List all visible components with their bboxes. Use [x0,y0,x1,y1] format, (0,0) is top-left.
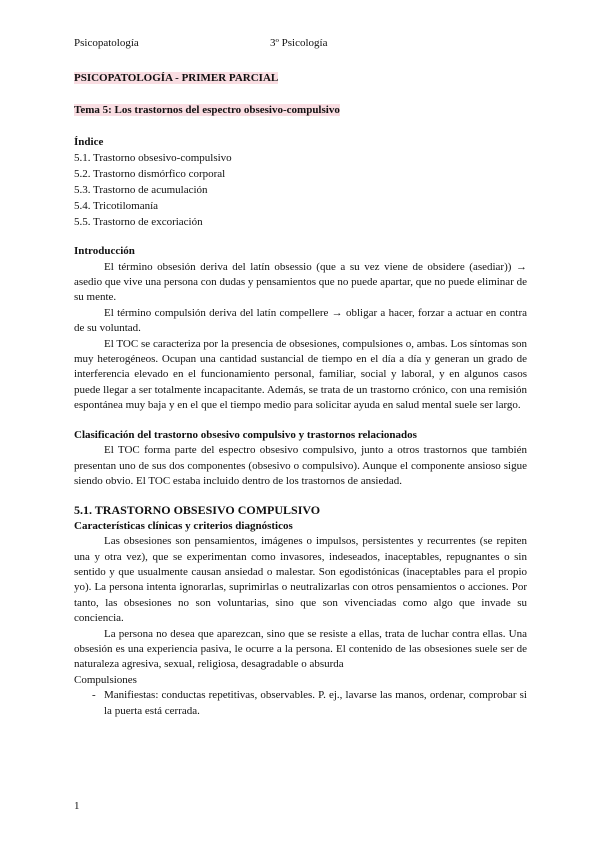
intro-heading: Introducción [74,245,135,258]
page-header [74,36,526,52]
topic-title: Tema 5: Los trastornos del espectro obsesivo-compulsivo [74,104,340,117]
header-course: 3º Psicología [270,37,328,49]
index-item: 5.4. Tricotilomanía [74,200,159,213]
index-item: 5.3. Trastorno de acumulación [74,184,208,197]
section-subheading: Características clínicas y criterios diagnósticos [74,519,293,532]
page-number: 1 [74,800,80,812]
section-paragraph: Las obsesiones son pensamientos, imágenes o impulsos, persistentes y recurrentes (se repiten una y otra vez), que se experimentan como invasores, indeseados, inaceptables, repugnantes o sin sentido y que usualmente causan ansiedad o malestar. Son egodistónicas (inaceptables para el propio yo). La persona intenta ignorarlas, suprimirlas o neutralizarlas con otros pensamientos o acciones. Por tanto, las obsesiones no son voluntarias, sino que son vivenciadas como algo que invade su conciencia. [74,535,527,625]
list-item [74,688,527,719]
list-item-text: Manifiestas: conductas repetitivas, observables. P. ej., lavarse las manos, ordenar, comprobar si la puerta está cerrada. [104,689,527,717]
index-list [74,150,527,230]
classification-paragraph: El TOC forma parte del espectro obsesivo compulsivo, junto a otros trastornos que también presentan uno de sus dos componentes (obsesivo o compulsivo). Aunque el componente ansioso sigue siendo obvio. El TOC estaba incluido dentro de los trastornos de ansiedad. [74,444,527,487]
dash-bullet-icon: - [92,689,96,702]
document-title: PSICOPATOLOGÍA - PRIMER PARCIAL [74,72,279,84]
intro-paragraph: El TOC se caracteriza por la presencia de obsesiones, compulsiones o, ambas. Los síntomas son muy heterogéneos. Ocupan una cantidad sustancial de tiempo en el día a día y generan un grado de interferencia elevado en el funcionamiento personal, familiar, social y laboral, y en algunos casos puede llegar a ser totalmente incapacitante. Además, se trata de un trastorno crónico, con una remisión espontánea muy baja y en el que el tiempo medio para solicitar ayuda en salud mental suele ser largo. [74,337,527,412]
page-content [74,71,527,719]
index-item: 5.5. Trastorno de excoriación [74,216,203,229]
section-heading: 5.1. TRASTORNO OBSESIVO COMPULSIVO [74,503,321,518]
section-paragraph: La persona no desea que aparezcan, sino que se resiste a ellas, trata de luchar contra ellas. Una obsesión es una experiencia pasiva, le ocurre a la persona. El contenido de las obsesiones suele ser de naturaleza agresiva, sexual, religiosa, desagradable o absurda [74,627,527,671]
index-heading: Índice [74,135,104,148]
classification-heading: Clasificación del trastorno obsesivo compulsivo y trastornos relacionados [74,428,417,441]
header-subject: Psicopatología [74,37,139,49]
intro-paragraph: El término obsesión deriva del latín obsessio (que a su vez viene de obsidere (asediar)) → asedio que vive una persona con dudas y pensamientos que no puede apartar, que no puede eliminar de su mente. [74,260,527,304]
intro-paragraph: El término compulsión deriva del latín compellere → obligar a hacer, forzar a actuar en contra de su voluntad. [74,306,527,335]
index-item: 5.1. Trastorno obsesivo-compulsivo [74,152,232,165]
compulsions-label: Compulsiones [74,673,137,686]
index-item: 5.2. Trastorno dismórfico corporal [74,168,226,181]
